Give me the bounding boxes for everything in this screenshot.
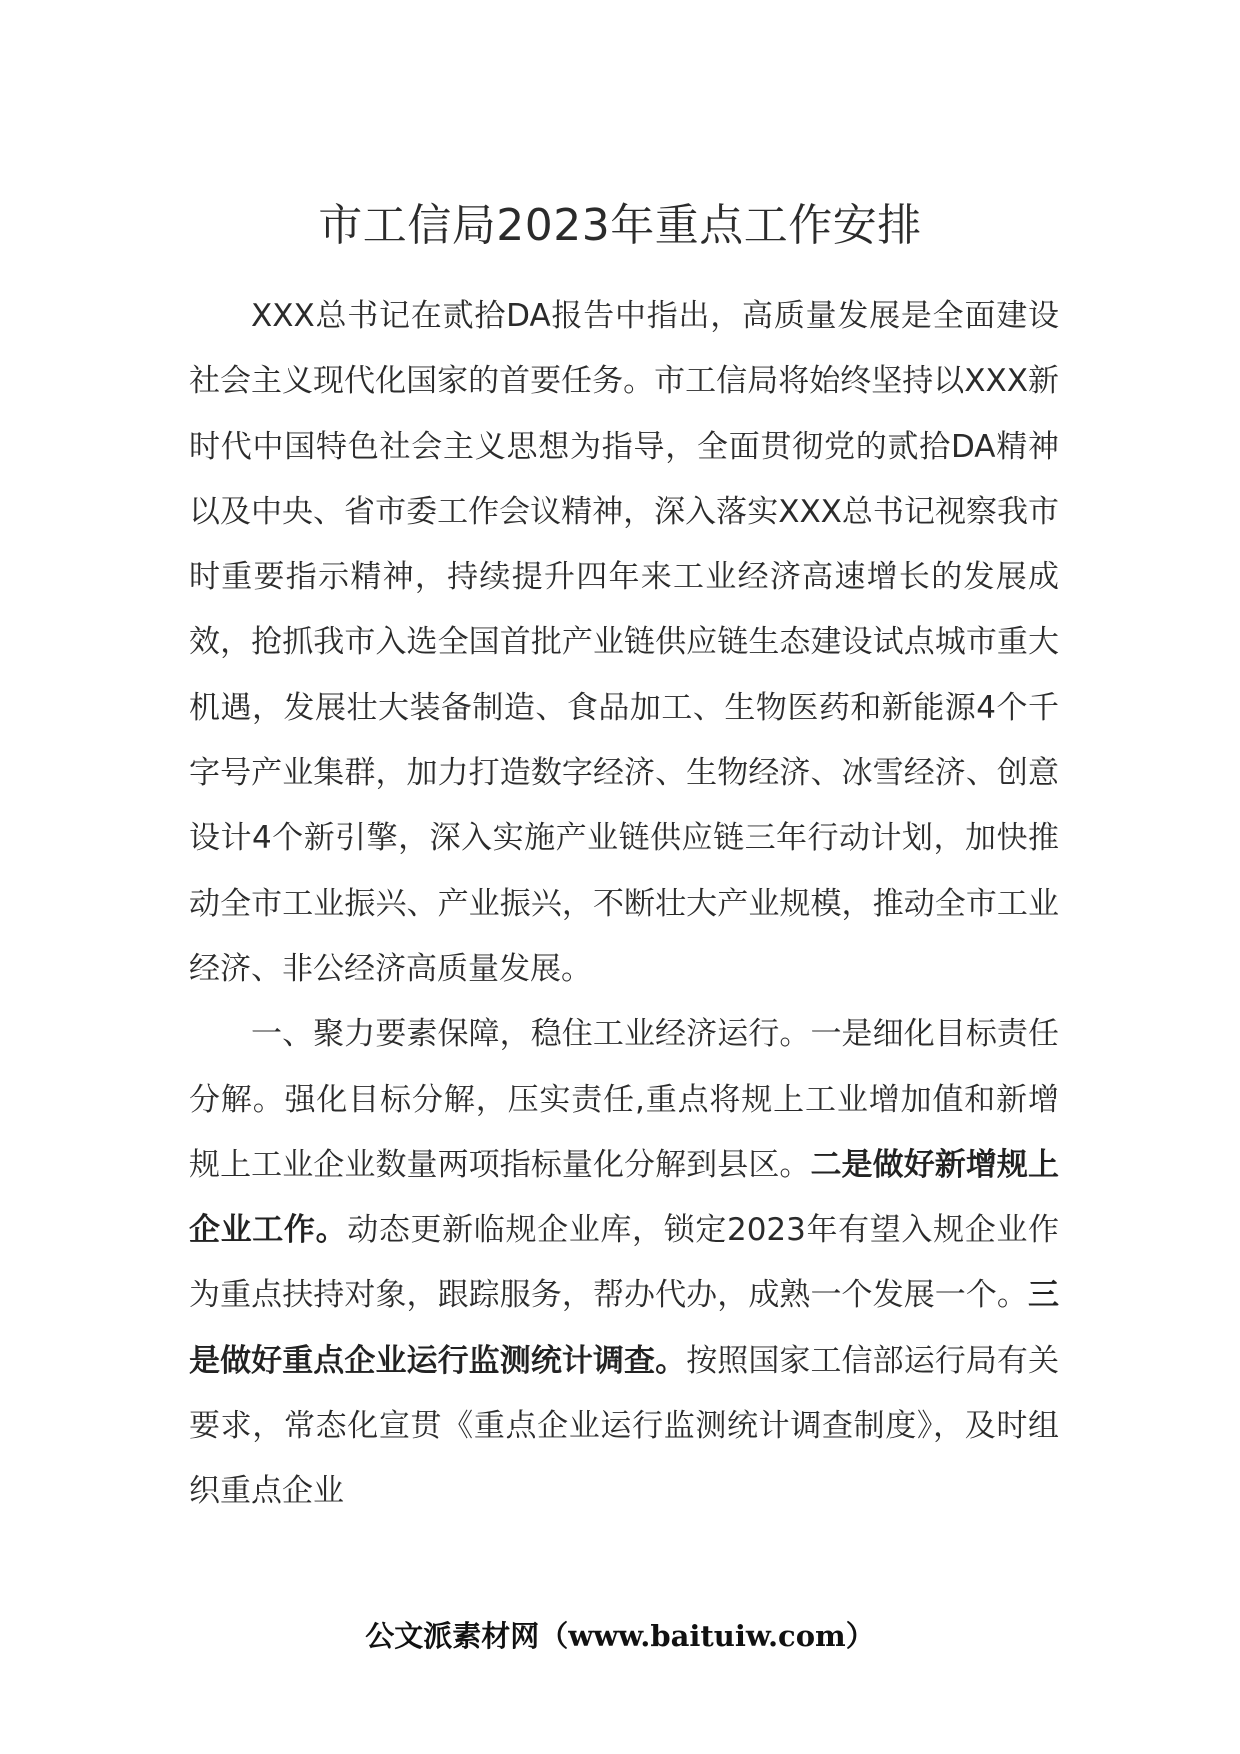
section-1-item-2-label: 二是做好新增规上企业工作。 bbox=[189, 1146, 1060, 1249]
intro-paragraph: XXX总书记在贰拾DA报告中指出，高质量发展是全面建设社会主义现代化国家的首要任务。市工信局将始终坚持以XXX新时代中国特色社会主义思想为指导，全面贯彻党的贰拾DA精神以及中央、省市委工作会议精神，深入落实XXX总书记视察我市时重要指示精神，持续提升四年来工业经济高速增长的发展成效，抢抓我市入选全国首批产业链供应链生态建设试点城市重大机遇，发展壮大装备制造、食品加工、生物医药和新能源4个千字号产业集群，加力打造数字经济、生物经济、冰雪经济、创意设计4个新引擎，深入实施产业链供应链三年行动计划，加快推动全市工业振兴、产业振兴，不断壮大产业规模，推动全市工业经济、非公经济高质量发展。 bbox=[189, 298, 1059, 987]
document-body bbox=[189, 284, 1059, 1525]
section-1-item-1-text: 强化目标分解，压实责任,重点将规上工业增加值和新增规上工业企业数量两项指标量化分解到县区。 bbox=[189, 1081, 1059, 1183]
document-title: 市工信局2023年重点工作安排 bbox=[318, 200, 922, 251]
section-1-item-1-label: 一是细化目标责任分解。 bbox=[189, 1016, 1060, 1118]
section-1-item-3-label: 三是做好重点企业运行监测统计调查。 bbox=[189, 1277, 1059, 1379]
section-1-item-3-text: 按照国家工信部运行局有关要求，常态化宣贯《重点企业运行监测统计调查制度》，及时组织重点企业 bbox=[189, 1342, 1060, 1510]
section-1-paragraph bbox=[189, 1002, 1059, 1524]
section-1-heading: 一、聚力要素保障，稳住工业经济运行。 bbox=[251, 1016, 811, 1053]
section-1-item-2-text: 动态更新临规企业库，锁定2023年有望入规企业作为重点扶持对象，跟踪服务，帮办代办，成熟一个发展一个。 bbox=[189, 1212, 1060, 1314]
watermark-footer: 公文派素材网（www.baituiw.com） bbox=[365, 1619, 875, 1653]
